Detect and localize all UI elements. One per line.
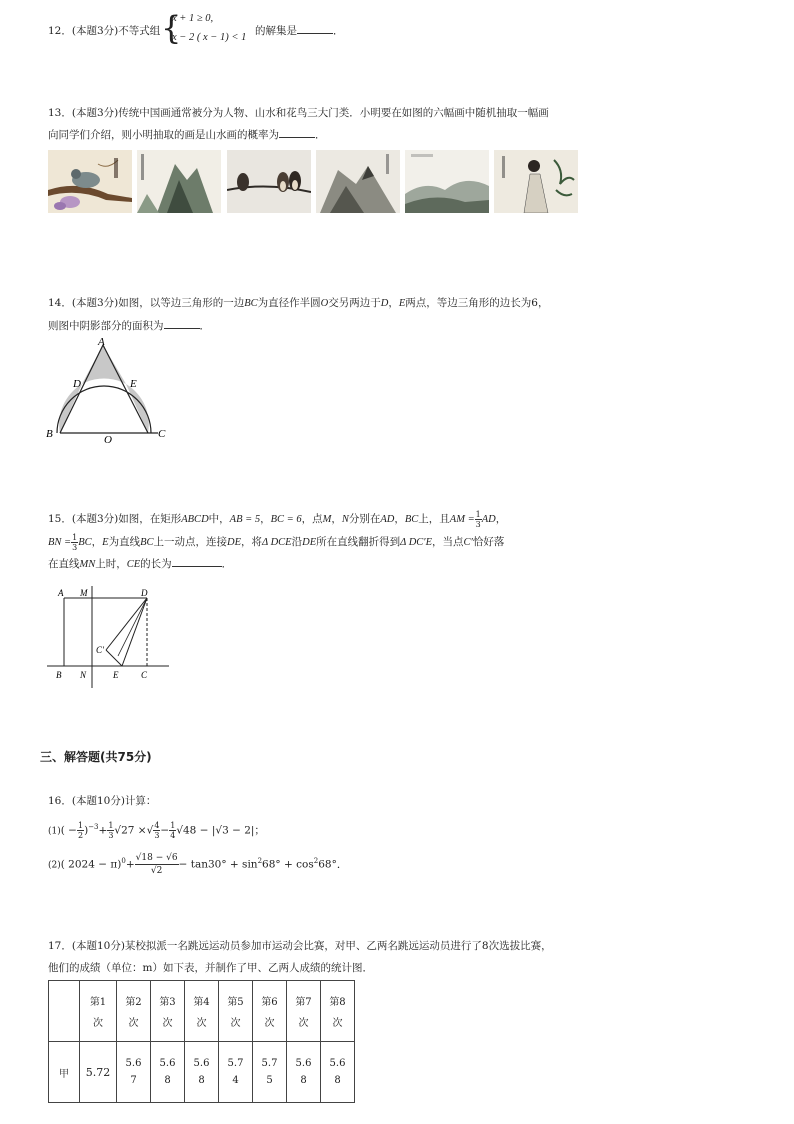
q15-t8: 上，且	[418, 513, 450, 525]
cell-text: 8	[334, 1075, 341, 1086]
table-header-cell	[287, 981, 321, 1042]
q15-line-2	[48, 531, 504, 554]
header-text: 第6	[261, 997, 278, 1008]
label-c: C	[158, 428, 166, 440]
header-text: 次	[332, 1018, 343, 1029]
header-text: 次	[298, 1018, 309, 1029]
frac-num: 1	[475, 509, 481, 519]
table-cell	[117, 1042, 151, 1103]
q15-v2: 上时，	[95, 558, 127, 570]
q12-ineq-2: x − 2 ( x − 1) < 1	[172, 32, 247, 43]
cell-text: 5.6	[329, 1058, 346, 1069]
q16-p2-d: 68° + cos	[262, 858, 314, 871]
q15-bc4: BC	[140, 537, 154, 548]
q16-p2-c: − tan30° + sin	[178, 858, 258, 871]
table-cell	[321, 1042, 355, 1103]
cell-text: 5.72	[85, 1065, 111, 1079]
label-e: E	[130, 378, 137, 390]
cell-text: 5.7	[261, 1058, 278, 1069]
q16-p1-c: √27 ×	[114, 824, 147, 837]
label-b: B	[56, 670, 62, 680]
q14-bc: BC	[244, 298, 258, 309]
cell-text: 5.6	[159, 1058, 176, 1069]
table-cell	[287, 1042, 321, 1103]
q14-figure	[40, 335, 180, 447]
label-d: D	[73, 378, 81, 390]
q12-tail	[255, 20, 344, 42]
frac-num: 1	[77, 821, 84, 830]
mountain-rock-painting	[316, 150, 400, 213]
frac-den: √2	[150, 866, 163, 876]
q14-text-e: 则图中阴影部分的面积为	[48, 320, 164, 332]
fraction-one-third	[475, 510, 482, 529]
frac-num: 1	[170, 821, 176, 830]
answer-blank[interactable]	[172, 554, 222, 567]
q15-bc2: BC	[404, 514, 419, 525]
label-a: A	[58, 588, 64, 598]
label-c: C	[141, 670, 148, 680]
header-text: 次	[264, 1018, 275, 1029]
q13-line-2	[48, 124, 326, 146]
answer-blank[interactable]	[279, 125, 315, 138]
header-text: 第7	[295, 997, 312, 1008]
q15-v3: 的长为	[140, 558, 172, 570]
table-header-cell	[117, 981, 151, 1042]
misty-landscape-painting	[405, 150, 489, 213]
q17-line-1: 17．(本题10分)某校拟派一名跳远运动员参加市运动会比赛，对甲、乙两名跳远运动员进行了8次选拔比赛，	[48, 940, 552, 952]
table-header-cell	[185, 981, 219, 1042]
cell-text: 5.6	[295, 1058, 312, 1069]
q13-line-1: 13．(本题3分)传统中国画通常被分为人物、山水和花鸟三大门类．小明要在如图的六幅画中随机抽取一幅画	[48, 107, 549, 119]
frac-num: 1	[108, 821, 114, 830]
q15-line-3	[48, 553, 232, 576]
table-cell	[219, 1042, 253, 1103]
header-text: 次	[196, 1018, 207, 1029]
q15-u5: 沿	[291, 536, 303, 548]
exp: 2	[257, 857, 263, 865]
q14-text-d: 两点，等边三角形的边长为6，	[405, 297, 549, 309]
landscape-painting	[137, 150, 221, 213]
q16-part-1: (1)( − $\frac{1}{2}$ )$^{-3}$+ $\frac{1}{3}$ √27 ×√ $\frac{4}{3}$ − $\frac{1}{4}$ √48 − |√3 − 2|；	[48, 821, 265, 840]
q14-d: D	[380, 298, 389, 309]
q12-prefix: 12．(本题3分)不等式组	[48, 25, 161, 37]
q12-suffix: 的解集是	[255, 25, 297, 37]
q15-bc: BC = 6	[270, 514, 302, 525]
q15-t7: ，	[394, 513, 405, 525]
label-m: M	[80, 588, 88, 598]
q15-u2: 为直线	[108, 536, 141, 548]
q17-line-2: 他们的成绩（单位：m）如下表，并制作了甲、乙两人成绩的统计图．	[48, 962, 373, 974]
q15-ce: CE	[126, 559, 141, 570]
label-e: E	[113, 670, 119, 680]
table-cell	[80, 1042, 117, 1103]
answer-blank[interactable]	[164, 316, 200, 329]
q14-end: ．	[199, 320, 210, 332]
frac-den: 2	[77, 831, 84, 840]
cell-text: 5.6	[125, 1058, 142, 1069]
q16-p2-label: (2)	[48, 860, 61, 871]
q15-bc3: BC	[78, 537, 92, 548]
label-c-prime: C′	[96, 645, 104, 655]
table-cell	[185, 1042, 219, 1103]
frac-num: 1	[72, 532, 78, 542]
header-text: 次	[230, 1018, 241, 1029]
q16-part-2	[48, 846, 347, 881]
q15-ad: AD	[380, 514, 395, 525]
q16-p1-d: √	[146, 824, 154, 837]
q15-t1: 15．(本题3分)如图，在矩形	[48, 513, 182, 525]
q15-u6: 所在直线翻折得到	[316, 536, 401, 548]
q12-end: ．	[333, 25, 344, 37]
cell-text: 7	[130, 1075, 137, 1086]
frac-den: 4	[170, 831, 176, 840]
table-header-cell	[151, 981, 185, 1042]
header-text: 第4	[193, 997, 210, 1008]
header-text: 第2	[125, 997, 142, 1008]
q16-p1-b: +	[98, 824, 108, 837]
q15-v1: 在直线	[48, 558, 80, 570]
q15-t5: ，	[331, 513, 342, 525]
header-text: 第5	[227, 997, 244, 1008]
q15-t9: ，	[495, 513, 507, 525]
q16-p2-b: +	[125, 858, 135, 871]
q12-ineq-1: x + 1 ≥ 0,	[172, 13, 214, 24]
q16-title: 16．(本题10分)计算：	[48, 795, 157, 807]
q16-p1-a: ( −	[60, 824, 77, 837]
frac-den: 3	[72, 542, 78, 552]
exp: 2	[313, 857, 319, 865]
q15-u3: 上一动点，连接	[153, 536, 227, 548]
q14-comma: ，	[388, 297, 399, 309]
q15-am: AM =	[449, 514, 475, 525]
cell-text: 5.7	[227, 1058, 244, 1069]
cell-text: 8	[300, 1075, 307, 1086]
q14-line-2	[48, 315, 210, 337]
table-header-cell	[80, 981, 117, 1042]
exp: −3	[88, 823, 99, 831]
table-cell	[253, 1042, 287, 1103]
header-text: 第3	[159, 997, 176, 1008]
q13-text: 向同学们介绍，则小明抽取的画是山水画的概率为	[48, 129, 279, 141]
figure-painting	[494, 150, 578, 213]
fraction-root	[135, 852, 179, 877]
table-header-row	[49, 981, 355, 1042]
q15-t4: ，点	[301, 513, 323, 525]
birds-on-branch-painting	[227, 150, 311, 213]
frac-num: √18 − √6	[135, 853, 178, 863]
label-d: D	[141, 588, 148, 598]
q16-p1-label: (1)	[48, 826, 61, 837]
q15-ad2: AD	[481, 514, 496, 525]
frac-num: 4	[154, 821, 160, 830]
question-12	[48, 20, 160, 42]
q14-o: O	[320, 298, 329, 309]
q15-mn: MN	[79, 559, 96, 570]
q15-u7: ，当点	[432, 536, 464, 548]
label-n: N	[80, 670, 87, 680]
q15-u8: 恰好落	[472, 536, 505, 548]
frac-den: 3	[475, 519, 481, 529]
q15-u4: ，将	[241, 536, 262, 548]
q15-abcd: ABCD	[181, 514, 209, 525]
cell-text: 4	[232, 1075, 239, 1086]
q15-t6: 分别在	[348, 513, 381, 525]
q15-de2: DE	[302, 537, 317, 548]
q14-text-c: 交另两边于	[328, 297, 381, 309]
q15-de: DE	[227, 537, 241, 548]
q14-text-b: 为直径作半圆	[257, 297, 321, 309]
q15-t2: 中，	[208, 513, 230, 525]
table-header-cell	[219, 981, 253, 1042]
q16-p1-f: √48 − |√3 − 2|；	[176, 824, 265, 837]
frac-den: 3	[108, 831, 114, 840]
section-heading: 三、解答题(共75分)	[40, 750, 152, 764]
cell-text: 5.6	[193, 1058, 210, 1069]
label-o: O	[104, 434, 112, 446]
q16-p2-e: 68°．	[318, 858, 348, 871]
header-text: 次	[93, 1018, 103, 1029]
table-corner-cell	[49, 981, 80, 1042]
table-cell	[151, 1042, 185, 1103]
q15-tri2: Δ DC′E	[400, 537, 433, 548]
cell-text: 5	[266, 1075, 273, 1086]
q15-e: E	[102, 537, 109, 548]
exp: 0	[121, 857, 126, 865]
fraction-half	[77, 821, 84, 840]
label-b: B	[46, 428, 53, 440]
q13-end: ．	[315, 129, 326, 141]
cell-text: 8	[198, 1075, 205, 1086]
score-table	[48, 980, 355, 1103]
cell-text: 8	[164, 1075, 171, 1086]
q14-e: E	[398, 298, 406, 309]
bird-painting	[48, 150, 132, 213]
q15-figure	[44, 582, 174, 690]
q15-m: M	[322, 514, 332, 525]
q15-t3: ，	[260, 513, 271, 525]
table-header-cell	[253, 981, 287, 1042]
answer-blank[interactable]	[297, 21, 333, 34]
q12-brace: {	[161, 9, 182, 47]
header-text: 第8	[329, 997, 346, 1008]
q16-p2-a: ( 2024 − π)	[60, 858, 122, 871]
label-a: A	[98, 336, 105, 348]
q14-line-1	[48, 292, 548, 315]
frac-den: 3	[154, 831, 160, 840]
table-header-cell	[321, 981, 355, 1042]
header-text: 次	[162, 1018, 173, 1029]
q15-end: ．	[221, 558, 233, 570]
q16-p1-e: −	[160, 824, 170, 837]
header-text: 第1	[89, 997, 107, 1008]
q15-tri1: Δ DCE	[262, 537, 292, 548]
header-text: 次	[128, 1018, 139, 1029]
q14-text-a: 14．(本题3分)如图，以等边三角形的一边	[48, 297, 245, 309]
table-row	[49, 1042, 355, 1103]
q15-n: N	[341, 514, 349, 525]
q15-c1: C′	[463, 537, 473, 548]
row-label: 甲	[49, 1042, 80, 1103]
q15-ab: AB = 5	[229, 514, 261, 525]
q15-line-1	[48, 508, 506, 531]
q15-bn: BN =	[48, 537, 72, 548]
q15-u1: ，	[91, 536, 103, 548]
